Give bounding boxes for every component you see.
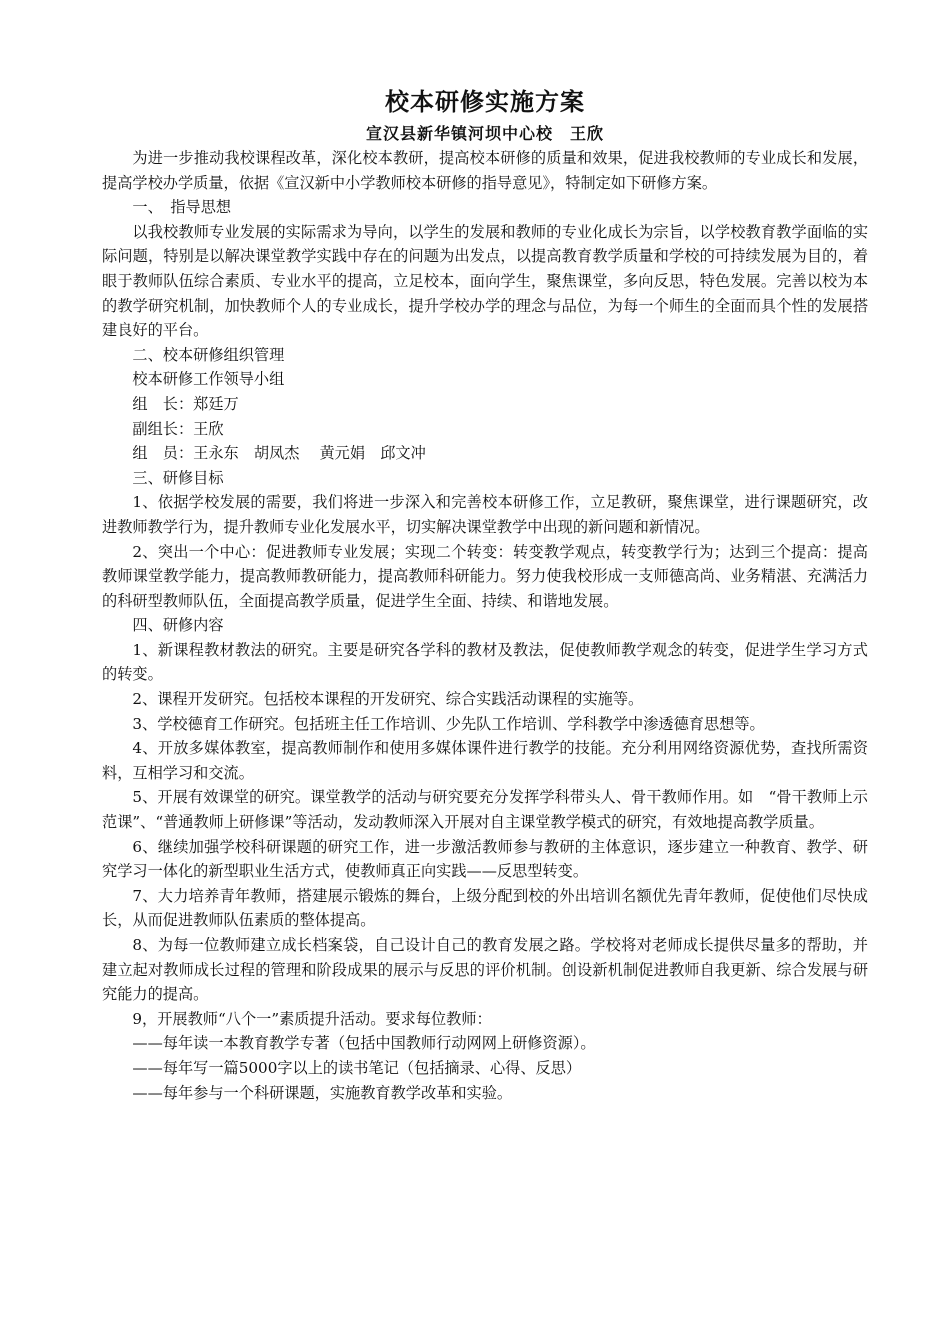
deputy-leader-line: 副组长：王欣 bbox=[132, 419, 224, 438]
group-members-line: 组 员：王永东 胡凤杰 黄元娟 邱文冲 bbox=[132, 444, 426, 463]
dash-item: ——每年写一篇5000字以上的读书笔记（包括摘录、心得、反思） bbox=[132, 1058, 582, 1077]
intro-paragraph: 为进一步推动我校课程改革，深化校本教研，提高校本研修的质量和效果，促进我校教师的专业成长和发展，提高学校办学质量，依据《宣汉新中小学教师校本研修的指导意见》，特制定如下研修方案。 bbox=[102, 149, 868, 192]
section-1-paragraph: 以我校教师专业发展的实际需求为导向，以学生的发展和教师的专业化成长为宗旨，以学校教育教学面临的实际问题，特别是以解决课堂教学实践中存在的问题为出发点，以提高教育教学质量和学校的可持续发展为目的，着眼于教师队伍综合素质、专业水平的提高，立足校本，面向学生，聚焦课堂，多向反思，特色发展。完善以校为本的教学研究机制，加快教师个人的专业成长，提升学校办学的理念与品位，为每一个师生的全面而具个性的发展搭建良好的平台。 bbox=[102, 222, 868, 340]
group-leader-line: 组 长：郑廷万 bbox=[132, 394, 239, 413]
content-item: 8、为每一位教师建立成长档案袋，自己设计自己的教育发展之路。学校将对老师成长提供尽量多的帮助，并建立起对教师成长过程的管理和阶段成果的展示与反思的评价机制。创设新机制促进教师自我更新、综合发展与研究能力的提高。 bbox=[102, 936, 868, 1004]
section-1-heading: 一、 指导思想 bbox=[132, 198, 232, 217]
content-item: 1、新课程教材教法的研究。主要是研究各学科的教材及教法，促使教师教学观念的转变，促进学生学习方式的转变。 bbox=[102, 640, 868, 684]
content-item: 3、学校德育工作研究。包括班主任工作培训、少先队工作培训、学科教学中渗透德育思想等。 bbox=[132, 714, 765, 733]
content-item: 5、开展有效课堂的研究。课堂教学的活动与研究要充分发挥学科带头人、骨干教师作用。如 “骨干教师上示范课”、“普通教师上研修课”等活动，发动教师深入开展对自主课堂教学模式的研究，有效地提高教学质量。 bbox=[102, 788, 868, 832]
content-item: 9，开展教师“八个一”素质提升活动。要求每位教师： bbox=[132, 1009, 492, 1028]
content-item: 4、开放多媒体教室，提高教师制作和使用多媒体课件进行教学的技能。充分利用网络资源优势，查找所需资料，互相学习和交流。 bbox=[102, 739, 868, 782]
section-2-heading: 二、校本研修组织管理 bbox=[132, 345, 285, 364]
document-page bbox=[102, 84, 868, 1105]
goal-paragraph-2: 2、突出一个中心：促进教师专业发展；实现二个转变：转变教学观点，转变教学行为；达到三个提高：提高教师课堂教学能力，提高教师教研能力，提高教师科研能力。努力使我校形成一支师德高尚、业务精湛、充满活力的科研型教师队伍，全面提高教学质量，促进学生全面、持续、和谐地发展。 bbox=[102, 542, 868, 610]
content-item: 6、继续加强学校科研课题的研究工作，进一步激活教师参与教研的主体意识，逐步建立一种教育、教学、研究学习一体化的新型职业生活方式，使教师真正向实践——反思型转变。 bbox=[102, 837, 868, 881]
content-item: 2、课程开发研究。包括校本课程的开发研究、综合实践活动课程的实施等。 bbox=[132, 690, 644, 709]
dash-item: ——每年参与一个科研课题，实施教育教学改革和实验。 bbox=[132, 1083, 513, 1102]
dash-item: ——每年读一本教育教学专著（包括中国教师行动网网上研修资源）。 bbox=[132, 1034, 596, 1053]
leadership-group-line: 校本研修工作领导小组 bbox=[132, 370, 285, 389]
section-3-heading: 三、研修目标 bbox=[132, 468, 224, 487]
content-item: 7、大力培养青年教师，搭建展示锻炼的舞台，上级分配到校的外出培训名额优先青年教师，促使他们尽快成长，从而促进教师队伍素质的整体提高。 bbox=[102, 886, 868, 930]
goal-paragraph-1: 1、依据学校发展的需要，我们将进一步深入和完善校本研修工作，立足教研，聚焦课堂，进行课题研究，改进教师教学行为，提升教师专业化发展水平，切实解决课堂教学中出现的新问题和新情况。 bbox=[102, 493, 868, 536]
document-author: 宣汉县新华镇河坝中心校 王欣 bbox=[365, 124, 604, 143]
section-4-heading: 四、研修内容 bbox=[132, 616, 224, 635]
document-title: 校本研修实施方案 bbox=[385, 88, 585, 116]
